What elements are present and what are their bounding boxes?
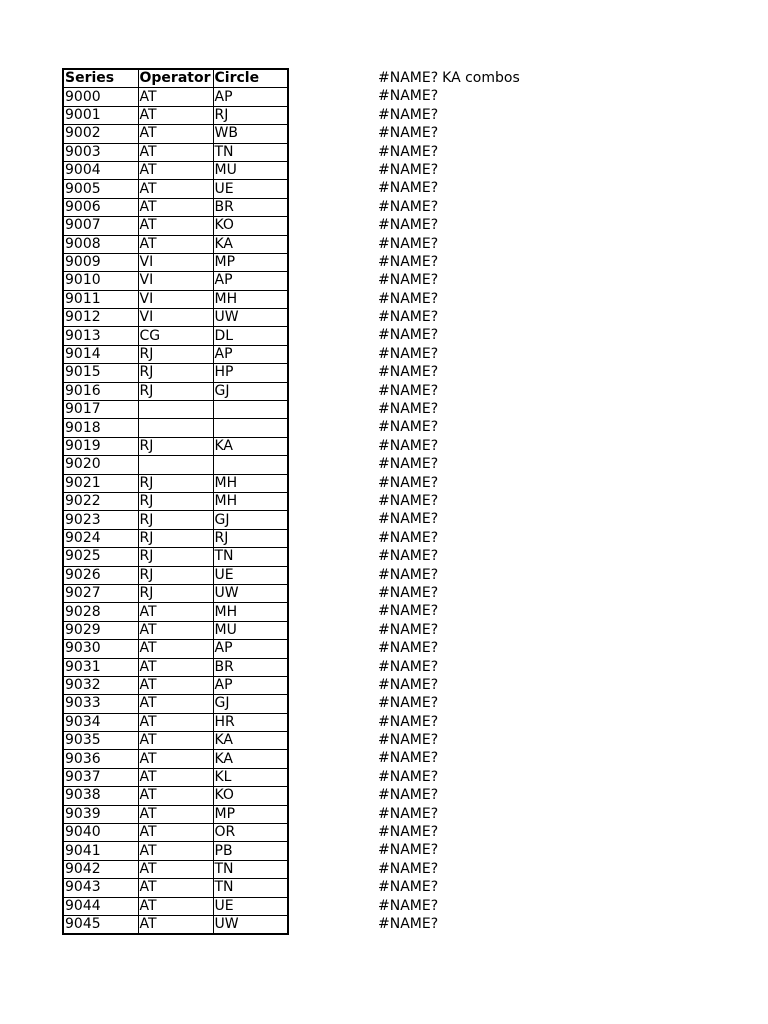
cell-operator[interactable]: AT [138, 787, 213, 805]
cell-operator[interactable]: AT [138, 713, 213, 731]
cell-circle[interactable] [213, 456, 288, 474]
cell-circle[interactable]: AP [213, 640, 288, 658]
header-operator: Operator [138, 69, 213, 88]
table-row [63, 824, 288, 842]
cell-series[interactable]: 9032 [63, 676, 138, 694]
table-row [63, 106, 288, 124]
formula-result-value: #NAME? [378, 125, 439, 142]
formula-result-value: #NAME? [378, 70, 439, 86]
cell-circle[interactable]: AP [213, 345, 288, 363]
formula-result-value: #NAME? [378, 327, 439, 344]
table-row [63, 364, 288, 382]
table-row [63, 566, 288, 584]
cell-series[interactable]: 9015 [63, 364, 138, 382]
formula-result-cell[interactable] [378, 437, 520, 455]
cell-series[interactable]: 9044 [63, 897, 138, 915]
formula-result-value: #NAME? [378, 511, 439, 528]
table-row [63, 640, 288, 658]
cell-circle[interactable]: GJ [213, 695, 288, 713]
formula-result-value: #NAME? [378, 584, 439, 601]
formula-result-value: #NAME? [378, 345, 439, 362]
formula-result-cell[interactable] [378, 198, 520, 216]
cell-circle[interactable]: MP [213, 805, 288, 823]
cell-operator[interactable]: AT [138, 732, 213, 750]
table-row [63, 511, 288, 529]
formula-result-value: #NAME? [378, 364, 439, 381]
cell-circle[interactable]: KA [213, 235, 288, 253]
formula-result-cell[interactable] [378, 749, 520, 767]
table-row [63, 676, 288, 694]
table-row [63, 805, 288, 823]
cell-circle[interactable]: TN [213, 879, 288, 897]
cell-series[interactable]: 9041 [63, 842, 138, 860]
table-row [63, 548, 288, 566]
cell-circle[interactable]: KA [213, 732, 288, 750]
formula-result-cell[interactable] [378, 915, 520, 933]
cell-series[interactable]: 9007 [63, 217, 138, 235]
cell-operator[interactable]: RJ [138, 548, 213, 566]
cell-series[interactable]: 9039 [63, 805, 138, 823]
cell-circle[interactable]: MH [213, 290, 288, 308]
table-row [63, 437, 288, 455]
cell-circle[interactable]: MU [213, 621, 288, 639]
cell-operator[interactable] [138, 419, 213, 437]
formula-result-value: #NAME? [378, 842, 439, 859]
table-row [63, 695, 288, 713]
formula-result-value: #NAME? [378, 915, 439, 932]
cell-series[interactable]: 9034 [63, 713, 138, 731]
formula-result-cell[interactable] [378, 713, 520, 731]
formula-result-cell[interactable] [378, 124, 520, 142]
cell-circle[interactable]: MH [213, 603, 288, 621]
table-row [63, 713, 288, 731]
table-row [63, 401, 288, 419]
cell-operator[interactable]: CG [138, 327, 213, 345]
formula-result-cell[interactable] [378, 235, 520, 253]
formula-result-value: #NAME? [378, 474, 439, 491]
cell-operator[interactable]: RJ [138, 382, 213, 400]
cell-operator[interactable]: AT [138, 768, 213, 786]
cell-operator[interactable]: AT [138, 217, 213, 235]
formula-result-cell[interactable] [378, 400, 520, 418]
cell-series[interactable]: 9013 [63, 327, 138, 345]
formula-result-value: #NAME? [378, 253, 439, 270]
header-circle: Circle [213, 69, 288, 88]
cell-series[interactable]: 9002 [63, 125, 138, 143]
formula-result-cell[interactable] [378, 345, 520, 363]
cell-series[interactable]: 9022 [63, 492, 138, 510]
cell-operator[interactable]: VI [138, 290, 213, 308]
cell-series[interactable]: 9025 [63, 548, 138, 566]
cell-operator[interactable]: AT [138, 842, 213, 860]
cell-series[interactable]: 9018 [63, 419, 138, 437]
cell-operator[interactable]: AT [138, 88, 213, 106]
formula-result-cell[interactable] [378, 87, 520, 105]
formula-result-cell[interactable] [378, 658, 520, 676]
cell-operator[interactable]: RJ [138, 511, 213, 529]
cell-series[interactable]: 9012 [63, 309, 138, 327]
cell-operator[interactable]: AT [138, 125, 213, 143]
table-row [63, 897, 288, 915]
table-row [63, 309, 288, 327]
cell-series[interactable]: 9006 [63, 198, 138, 216]
cell-circle[interactable]: AP [213, 272, 288, 290]
table-row [63, 125, 288, 143]
cell-circle[interactable]: RJ [213, 106, 288, 124]
table-row [63, 272, 288, 290]
table-row [63, 768, 288, 786]
cell-operator[interactable]: RJ [138, 492, 213, 510]
formula-result-cell[interactable] [378, 179, 520, 197]
formula-result-value: #NAME? [378, 419, 439, 436]
table-row [63, 143, 288, 161]
formula-result-cell[interactable] [378, 768, 520, 786]
formula-result-value: #NAME? [378, 860, 439, 877]
table-row [63, 456, 288, 474]
cell-circle[interactable]: KA [213, 750, 288, 768]
cell-series[interactable]: 9038 [63, 787, 138, 805]
formula-result-value: #NAME? [378, 529, 439, 546]
formula-result-cell[interactable] [378, 786, 520, 804]
table-row [63, 879, 288, 897]
table-row [63, 603, 288, 621]
header-series: Series [63, 69, 138, 88]
formula-result-cell[interactable] [378, 823, 520, 841]
table-row [63, 253, 288, 271]
formula-result-cell[interactable] [378, 897, 520, 915]
cell-series[interactable]: 9003 [63, 143, 138, 161]
formula-result-cell[interactable] [378, 510, 520, 528]
cell-series[interactable]: 9027 [63, 584, 138, 602]
table-row [63, 345, 288, 363]
cell-circle[interactable]: UW [213, 309, 288, 327]
table-row [63, 787, 288, 805]
cell-series[interactable]: 9011 [63, 290, 138, 308]
formula-result-value: #NAME? [378, 198, 439, 215]
cell-operator[interactable]: AT [138, 695, 213, 713]
cell-operator[interactable]: AT [138, 143, 213, 161]
table-row [63, 915, 288, 934]
formula-result-column [378, 69, 520, 933]
formula-result-cell[interactable] [378, 418, 520, 436]
formula-result-value: #NAME? [378, 437, 439, 454]
cell-circle[interactable]: TN [213, 143, 288, 161]
table-row [63, 621, 288, 639]
cell-circle[interactable]: KA [213, 437, 288, 455]
cell-circle[interactable]: KO [213, 787, 288, 805]
formula-result-value: #NAME? [378, 695, 439, 712]
formula-result-cell[interactable] [378, 878, 520, 896]
formula-result-value: #NAME? [378, 309, 439, 326]
formula-result-cell[interactable] [378, 271, 520, 289]
cell-operator[interactable]: RJ [138, 584, 213, 602]
cell-series[interactable]: 9000 [63, 88, 138, 106]
formula-result-cell[interactable] [378, 639, 520, 657]
formula-result-value: #NAME? [378, 548, 439, 565]
table-row [63, 217, 288, 235]
table-row [63, 290, 288, 308]
cell-circle[interactable]: UE [213, 566, 288, 584]
cell-series[interactable]: 9028 [63, 603, 138, 621]
cell-circle[interactable]: BR [213, 198, 288, 216]
formula-result-value: #NAME? [378, 621, 439, 638]
formula-result-value: #NAME? [378, 879, 439, 896]
table-row [63, 842, 288, 860]
cell-series[interactable]: 9008 [63, 235, 138, 253]
cell-series[interactable]: 9024 [63, 529, 138, 547]
formula-result-cell[interactable] [378, 731, 520, 749]
table-row [63, 492, 288, 510]
table-row [63, 327, 288, 345]
cell-circle[interactable]: MP [213, 253, 288, 271]
cell-circle[interactable]: UW [213, 584, 288, 602]
formula-result-cell[interactable] [378, 529, 520, 547]
formula-result-cell[interactable] [378, 382, 520, 400]
cell-series[interactable]: 9016 [63, 382, 138, 400]
formula-result-cell[interactable] [378, 216, 520, 234]
cell-series[interactable]: 9033 [63, 695, 138, 713]
table-row [63, 88, 288, 106]
cell-circle[interactable]: UW [213, 915, 288, 934]
cell-circle[interactable]: KL [213, 768, 288, 786]
cell-circle[interactable]: UE [213, 180, 288, 198]
cell-operator[interactable]: RJ [138, 529, 213, 547]
cell-operator[interactable]: AT [138, 676, 213, 694]
cell-circle[interactable]: WB [213, 125, 288, 143]
cell-operator[interactable] [138, 456, 213, 474]
formula-result-value: #NAME? [378, 382, 439, 399]
formula-result-value: #NAME? [378, 897, 439, 914]
cell-operator[interactable] [138, 401, 213, 419]
cell-circle[interactable]: AP [213, 676, 288, 694]
formula-result-cell[interactable] [378, 694, 520, 712]
formula-result-cell[interactable] [378, 602, 520, 620]
formula-result-cell[interactable] [378, 492, 520, 510]
cell-operator[interactable]: RJ [138, 566, 213, 584]
cell-operator[interactable]: AT [138, 879, 213, 897]
formula-result-cell[interactable] [378, 290, 520, 308]
formula-result-cell[interactable] [378, 143, 520, 161]
formula-result-cell[interactable] [378, 566, 520, 584]
cell-series[interactable]: 9020 [63, 456, 138, 474]
cell-series[interactable]: 9031 [63, 658, 138, 676]
cell-circle[interactable]: TN [213, 860, 288, 878]
cell-circle[interactable]: OR [213, 824, 288, 842]
cell-series[interactable]: 9009 [63, 253, 138, 271]
cell-series[interactable]: 9037 [63, 768, 138, 786]
cell-circle[interactable]: RJ [213, 529, 288, 547]
table-row [63, 584, 288, 602]
cell-circle[interactable]: MU [213, 161, 288, 179]
cell-circle[interactable]: TN [213, 548, 288, 566]
cell-series[interactable]: 9035 [63, 732, 138, 750]
formula-result-cell[interactable] [378, 676, 520, 694]
cell-operator[interactable]: RJ [138, 474, 213, 492]
cell-circle[interactable]: UE [213, 897, 288, 915]
cell-circle[interactable]: HP [213, 364, 288, 382]
table-row [63, 474, 288, 492]
formula-result-value: #NAME? [378, 180, 439, 197]
formula-result-value: #NAME? [378, 272, 439, 289]
table-row [63, 235, 288, 253]
cell-series[interactable]: 9010 [63, 272, 138, 290]
formula-result-cell[interactable] [378, 363, 520, 381]
cell-operator[interactable]: AT [138, 750, 213, 768]
cell-operator[interactable]: AT [138, 198, 213, 216]
formula-result-value: #NAME? [378, 566, 439, 583]
formula-result-cell[interactable] [378, 308, 520, 326]
formula-result-cell[interactable] [378, 860, 520, 878]
cell-circle[interactable]: PB [213, 842, 288, 860]
cell-series[interactable]: 9030 [63, 640, 138, 658]
cell-circle[interactable]: MH [213, 474, 288, 492]
cell-operator[interactable]: AT [138, 640, 213, 658]
table-row [63, 161, 288, 179]
cell-series[interactable]: 9036 [63, 750, 138, 768]
formula-result-value: #NAME? [378, 143, 439, 160]
formula-result-cell[interactable] [378, 253, 520, 271]
cell-series[interactable]: 9005 [63, 180, 138, 198]
cell-operator[interactable]: AT [138, 860, 213, 878]
cell-operator[interactable]: RJ [138, 364, 213, 382]
cell-circle[interactable]: MH [213, 492, 288, 510]
cell-series[interactable]: 9021 [63, 474, 138, 492]
formula-result-value: #NAME? [378, 161, 439, 178]
formula-result-cell[interactable] [378, 621, 520, 639]
cell-operator[interactable]: AT [138, 915, 213, 934]
table-row [63, 529, 288, 547]
cell-series[interactable]: 9026 [63, 566, 138, 584]
series-table-container [62, 68, 289, 935]
cell-series[interactable]: 9023 [63, 511, 138, 529]
formula-result-value: #NAME? [378, 658, 439, 675]
cell-circle[interactable] [213, 401, 288, 419]
formula-result-value: #NAME? [378, 88, 439, 105]
formula-result-value: #NAME? [378, 492, 439, 509]
cell-operator[interactable]: AT [138, 106, 213, 124]
cell-operator[interactable]: AT [138, 621, 213, 639]
cell-series[interactable]: 9014 [63, 345, 138, 363]
formula-result-value: #NAME? [378, 787, 439, 804]
formula-result-value: #NAME? [378, 713, 439, 730]
cell-series[interactable]: 9017 [63, 401, 138, 419]
cell-operator[interactable]: VI [138, 309, 213, 327]
table-body [63, 88, 288, 934]
formula-result-value: #NAME? [378, 768, 439, 785]
cell-series[interactable]: 9001 [63, 106, 138, 124]
formula-result-cell[interactable] [378, 69, 520, 87]
formula-result-value: #NAME? [378, 732, 439, 749]
cell-series[interactable]: 9040 [63, 824, 138, 842]
cell-circle[interactable]: GJ [213, 511, 288, 529]
cell-operator[interactable]: AT [138, 897, 213, 915]
cell-series[interactable]: 9004 [63, 161, 138, 179]
formula-result-value: #NAME? [378, 217, 439, 234]
cell-operator[interactable]: VI [138, 253, 213, 271]
cell-operator[interactable]: RJ [138, 345, 213, 363]
table-row [63, 382, 288, 400]
formula-result-cell[interactable] [378, 841, 520, 859]
cell-circle[interactable]: KO [213, 217, 288, 235]
cell-series[interactable]: 9043 [63, 879, 138, 897]
table-row [63, 750, 288, 768]
formula-result-value: #NAME? [378, 290, 439, 307]
cell-operator[interactable]: AT [138, 235, 213, 253]
cell-series[interactable]: 9019 [63, 437, 138, 455]
cell-operator[interactable]: VI [138, 272, 213, 290]
cell-series[interactable]: 9042 [63, 860, 138, 878]
cell-circle[interactable]: DL [213, 327, 288, 345]
cell-operator[interactable]: AT [138, 603, 213, 621]
cell-series[interactable]: 9029 [63, 621, 138, 639]
formula-result-value: #NAME? [378, 456, 439, 473]
cell-operator[interactable]: AT [138, 824, 213, 842]
table-row [63, 732, 288, 750]
formula-result-cell[interactable] [378, 584, 520, 602]
formula-result-value: #NAME? [378, 401, 439, 418]
cell-circle[interactable]: BR [213, 658, 288, 676]
cell-series[interactable]: 9045 [63, 915, 138, 934]
cell-operator[interactable]: AT [138, 161, 213, 179]
cell-circle[interactable]: AP [213, 88, 288, 106]
formula-result-value: #NAME? [378, 805, 439, 822]
cell-operator[interactable]: AT [138, 658, 213, 676]
formula-result-cell[interactable] [378, 455, 520, 473]
formula-result-value: #NAME? [378, 106, 439, 123]
table-header-row [63, 69, 288, 88]
cell-operator[interactable]: AT [138, 180, 213, 198]
cell-circle[interactable]: GJ [213, 382, 288, 400]
table-row [63, 419, 288, 437]
formula-result-cell[interactable] [378, 805, 520, 823]
ka-combos-label: KA combos [442, 70, 520, 86]
formula-result-value: #NAME? [378, 603, 439, 620]
formula-result-cell[interactable] [378, 161, 520, 179]
formula-result-value: #NAME? [378, 676, 439, 693]
series-table [62, 68, 289, 935]
formula-result-value: #NAME? [378, 640, 439, 657]
cell-circle[interactable] [213, 419, 288, 437]
formula-result-cell[interactable] [378, 106, 520, 124]
table-row [63, 198, 288, 216]
formula-result-cell[interactable] [378, 474, 520, 492]
cell-operator[interactable]: RJ [138, 437, 213, 455]
table-row [63, 180, 288, 198]
table-row [63, 658, 288, 676]
formula-result-cell[interactable] [378, 326, 520, 344]
formula-result-value: #NAME? [378, 750, 439, 767]
cell-operator[interactable]: AT [138, 805, 213, 823]
table-row [63, 860, 288, 878]
formula-result-cell[interactable] [378, 547, 520, 565]
formula-result-value: #NAME? [378, 824, 439, 841]
cell-circle[interactable]: HR [213, 713, 288, 731]
formula-result-value: #NAME? [378, 235, 439, 252]
